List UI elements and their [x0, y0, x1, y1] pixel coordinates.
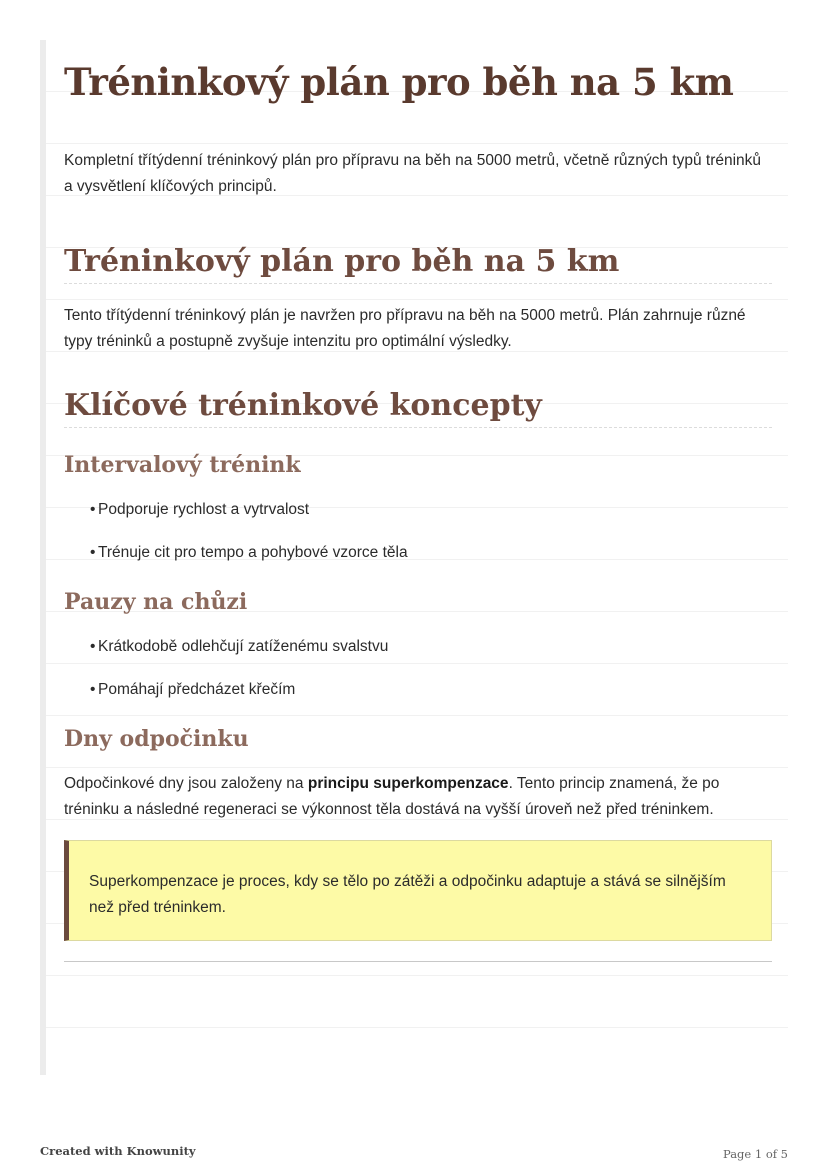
- subheading-walk-breaks: Pauzy na chůzi: [64, 589, 248, 615]
- divider: [64, 961, 772, 962]
- page-title: Tréninkový plán pro běh na 5 km: [64, 60, 734, 104]
- subheading-rest-days: Dny odpočinku: [64, 726, 249, 752]
- document-page: [40, 40, 788, 1075]
- subheading-interval: Intervalový trénink: [64, 452, 301, 478]
- rest-text-start: Odpočinkové dny jsou založeny na: [64, 775, 308, 792]
- footer-page-number: Page 1 of 5: [722, 1147, 788, 1161]
- intro-text: Kompletní třítýdenní tréninkový plán pro přípravu na běh na 5000 metrů, včetně různých typů tréninků a vysvětlení klíčových principů.: [64, 152, 762, 195]
- footer-credit: Created with Knowunity: [40, 1144, 196, 1158]
- section-heading-plan: Tréninkový plán pro běh na 5 km: [64, 244, 772, 284]
- section-plan-text: Tento třítýdenní tréninkový plán je navržen pro přípravu na běh na 5000 metrů. Plán zahrnuje různé typy tréninků a postupně zvyšuje intenzitu pro optimální výsledky.: [64, 307, 746, 350]
- page-left-edge: [40, 40, 46, 1075]
- list-item: • Trénuje cit pro tempo a pohybové vzorce těla: [90, 543, 408, 586]
- list-item: • Krátkodobě odlehčují zatíženému svalstvu: [90, 637, 388, 680]
- highlight-callout: [64, 840, 772, 941]
- walk-breaks-list: [90, 637, 388, 723]
- list-item: • Pomáhají předcházet křečím: [90, 680, 388, 723]
- rest-text-end: . Tento princip znamená, že po tréninku a následné regeneraci se výkonnost těla dostává na vyšší úroveň než před tréninkem.: [64, 775, 720, 818]
- interval-list: [90, 500, 408, 586]
- rest-text-bold: principu superkompenzace: [307, 775, 509, 792]
- rest-days-text: [64, 771, 772, 823]
- callout-text: Superkompenzace je proces, kdy se tělo po zátěži a odpočinku adaptuje a stává se silnějším než před tréninkem.: [89, 873, 726, 916]
- list-item: • Podporuje rychlost a vytrvalost: [90, 500, 408, 543]
- section-heading-concepts: Klíčové tréninkové koncepty: [64, 388, 772, 428]
